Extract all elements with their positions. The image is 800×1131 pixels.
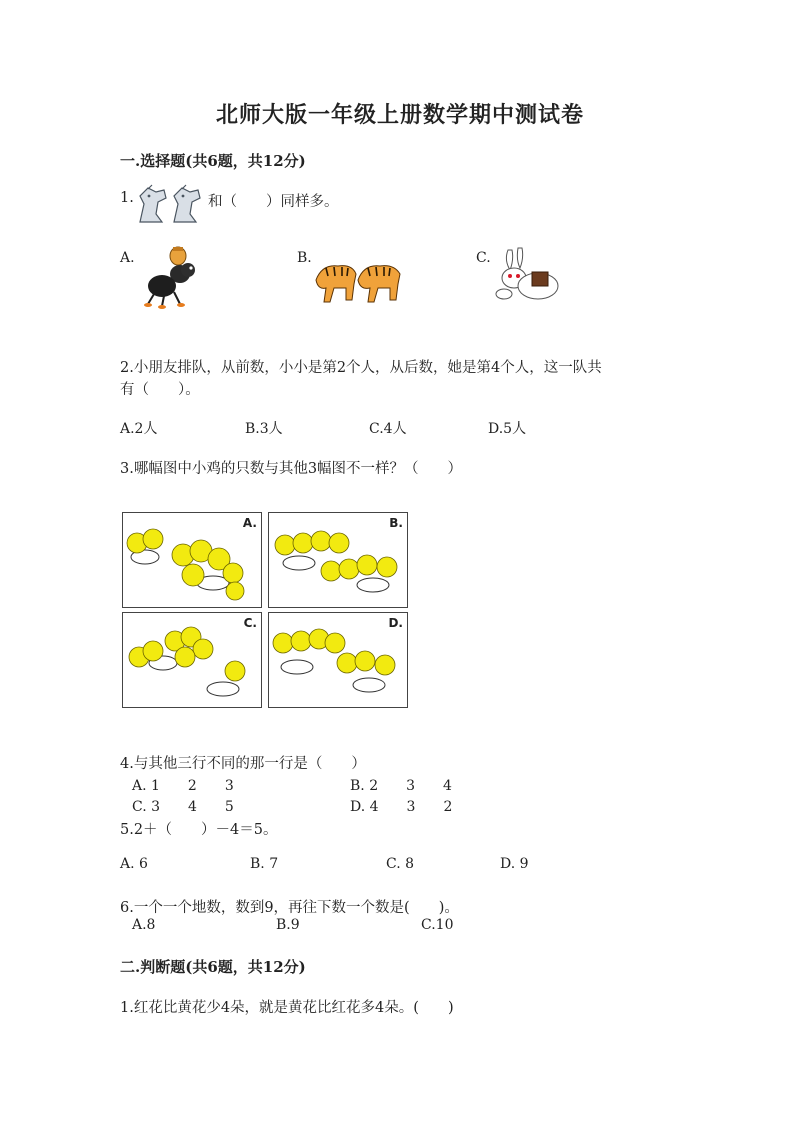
chick-panel-d	[268, 612, 408, 708]
chick-panel-label: A.	[242, 516, 257, 530]
chicks-icon	[123, 613, 261, 707]
chick-panel-a	[122, 512, 262, 608]
section-heading-judgement: 二.判断题(共6题，共12分)	[120, 958, 306, 976]
question-1-text: 和（ ）同样多。	[208, 194, 339, 210]
judgement-question-1: 1.红花比黄花少4朵，就是黄花比红花多4朵。( )	[120, 1000, 454, 1016]
ant-icon	[140, 244, 206, 310]
q5-option-b: B. 7	[250, 856, 279, 872]
chick-picture-grid	[122, 512, 406, 708]
question-2-line-1: 2.小朋友排队，从前数，小小是第2个人，从后数，她是第4个人，这一队共	[120, 360, 602, 376]
question-1-number: 1.	[120, 190, 134, 206]
chicks-icon	[123, 513, 261, 607]
q6-option-b: B.9	[276, 917, 300, 933]
question-5-text: 5.2＋（ ）－4＝5。	[120, 822, 278, 838]
page-title: 北师大版一年级上册数学期中测试卷	[215, 102, 584, 128]
horse-icon	[134, 184, 206, 226]
section-heading-choice: 一.选择题(共6题，共12分)	[120, 152, 306, 170]
q6-option-c: C.10	[421, 917, 454, 933]
q6-option-a: A.8	[132, 917, 156, 933]
q5-option-c: C. 8	[386, 856, 415, 872]
q4-option-b: B. 2 3 4	[350, 778, 452, 794]
chick-panel-b	[268, 512, 408, 608]
q2-option-b: B.3人	[245, 421, 283, 437]
q2-option-c: C.4人	[369, 421, 407, 437]
question-6-text: 6.一个一个地数，数到9，再往下数一个数是( )。	[120, 900, 459, 916]
q4-option-a: A. 1 2 3	[132, 778, 234, 794]
q1-option-b: B.	[297, 250, 312, 266]
question-4-text: 4.与其他三行不同的那一行是（ ）	[120, 756, 366, 772]
chicks-icon	[269, 613, 407, 707]
chick-panel-c	[122, 612, 262, 708]
question-3-text: 3.哪幅图中小鸡的只数与其他3幅图不一样？（ ）	[120, 461, 463, 477]
q4-option-d: D. 4 3 2	[350, 799, 453, 815]
chicks-icon	[269, 513, 407, 607]
chick-panel-label: D.	[388, 616, 403, 630]
q5-option-a: A. 6	[120, 856, 148, 872]
chick-panel-label: B.	[389, 516, 403, 530]
question-2-line-2: 有（ ）。	[120, 382, 200, 398]
q2-option-d: D.5人	[488, 421, 527, 437]
q1-option-c: C.	[476, 250, 491, 266]
q5-option-d: D. 9	[500, 856, 529, 872]
q2-option-a: A.2人	[120, 421, 158, 437]
chick-panel-label: C.	[243, 616, 257, 630]
q4-option-c: C. 3 4 5	[132, 799, 234, 815]
rabbit-icon	[494, 246, 566, 306]
q1-option-a: A.	[120, 250, 135, 266]
tiger-icon	[312, 250, 404, 308]
